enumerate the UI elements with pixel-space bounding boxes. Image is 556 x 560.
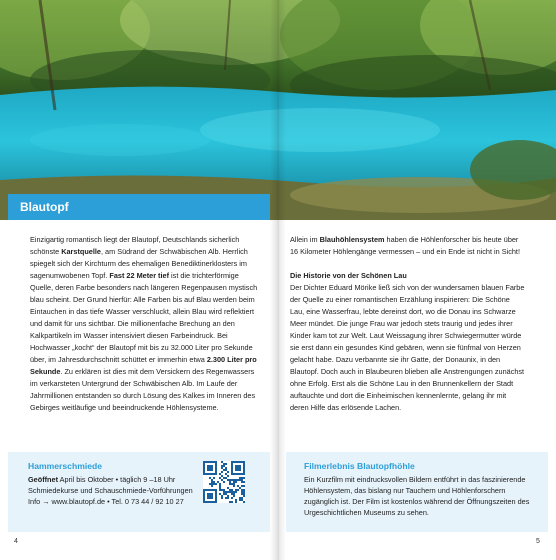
left-paragraph-run: Fast 22 Meter tief: [109, 271, 170, 280]
photo-scene: [0, 0, 556, 220]
right-intro-run: Blauhöhlensystem: [319, 235, 385, 244]
left-paragraph: [30, 234, 262, 414]
info-text-hammerschmiede: [28, 474, 208, 507]
info-title-filmerlebnis: Filmerlebnis Blautopfhöhle: [304, 461, 415, 471]
info-title-hammerschmiede: Hammerschmiede: [28, 461, 103, 471]
left-paragraph-run: 2.300 Liter pro Sekunde: [30, 355, 257, 376]
left-paragraph-run: . Zu erklären ist dies mit dem Versickern des Regenwassers im verkarsteten Untergrund der Schwäbischen Alb. Im Laufe der Jahrmillionen entstanden so durch Lösung des Kalkes im Inneren des Gebirges weitläufige und beeindruckende Höhlensysteme.: [30, 367, 256, 412]
left-paragraph-run: ist die trichterförmige Quelle, deren Farbe besonders nach längeren Regenpausen mystisch blau scheint. Der Grund hierfür: Alle Farben bis auf Blau werden beim Eintauchen in das tiefe Wasser verschluckt, allein Blau wird reflektiert und damit für uns sichtbar. Die millionenfache Brechung an den Kalkpartikeln im Wasser intensiviert diesen Farbeindruck. Bei Hochwasser „kocht“ der Blautopf mit bis zu 32.000 Liter pro Sekunde über, im Jahresdurchschnitt schüttet er immerhin etwa: [30, 271, 258, 364]
left-paragraph-run: Einzigartig romantisch liegt der Blautopf, Deutschlands sicherlich schönste: [30, 235, 240, 256]
right-intro-run: haben die Höhlenforscher bis heute über 16 Kilometer Höhlengänge vermessen – und ein Ende ist nicht in Sicht!: [290, 235, 520, 256]
hours-label: Geöffnet: [28, 475, 58, 484]
hours-text: April bis Oktober • täglich 9 –18 Uhr: [58, 475, 176, 484]
right-intro-run: Allein im: [290, 235, 320, 244]
info-box-filmerlebnis: [286, 452, 548, 532]
left-paragraph-run: , am Südrand der Schwäbischen Alb. Herrlich spiegelt sich der Kirchturm des ehemaligen Benediktinerklosters im sagenumwobenen Topf.: [30, 247, 248, 280]
right-story-paragraph: Der Dichter Eduard Mörike ließ sich von der wundersamen blauen Farbe der Quelle zu einer romantischen Erzählung inspirieren: Die Schöne Lau, eine Wasserfrau, lebte dereinst dort, wo die Donau ins Schwarze Meer mündet. Die junge Frau war jedoch stets traurig und jedes ihrer Kinder kam tot zur Welt. Laut Weissagung ihrer Schwiegermutter würde sie erst dann ein gesundes Kind gebären, wenn sie fünfmal von Herzen gelacht habe. Dazu verbannte sie ihr Gatte, der Donaunix, in den Blautopf. Doch auch in Blaubeuren blieben alle Anstrengungen zunächst ohne Erfolg. Erst als die Schöne Lau in den Brunnenkellern der Stadt auftauchte und dort die Einheimischen kennenlernte, gelang ihr mit deren Hilfe das erlösende Lachen.: [290, 283, 525, 412]
blautopf-photo: [0, 0, 556, 220]
right-intro-paragraph: [290, 234, 526, 258]
info-text-filmerlebnis: Ein Kurzfilm mit eindrucksvollen Bildern entführt in das faszinierende Höhlensystem, das bislang nur Tauchern und Höhlenforschern zugänglich ist. Der Film ist kostenlos während der Öffnungszeiten des Urgeschichtlichen Museums zu sehen.: [304, 475, 530, 517]
left-body-text: [30, 234, 262, 414]
qr-code: [203, 461, 245, 503]
page-number-left: 4: [14, 538, 18, 545]
right-body-text: [290, 234, 526, 414]
subhead-schoene-lau: Die Historie von der Schönen Lau: [290, 271, 407, 280]
left-paragraph-run: Karstquelle: [61, 247, 101, 256]
courses-text: Schmiedekurse und Schauschmiede-Vorführungen: [28, 486, 193, 495]
contact-text: Info → www.blautopf.de • Tel. 0 73 44 / 92 10 27: [28, 497, 184, 506]
section-title: Blautopf: [8, 194, 270, 220]
page-number-right: 5: [536, 538, 540, 545]
